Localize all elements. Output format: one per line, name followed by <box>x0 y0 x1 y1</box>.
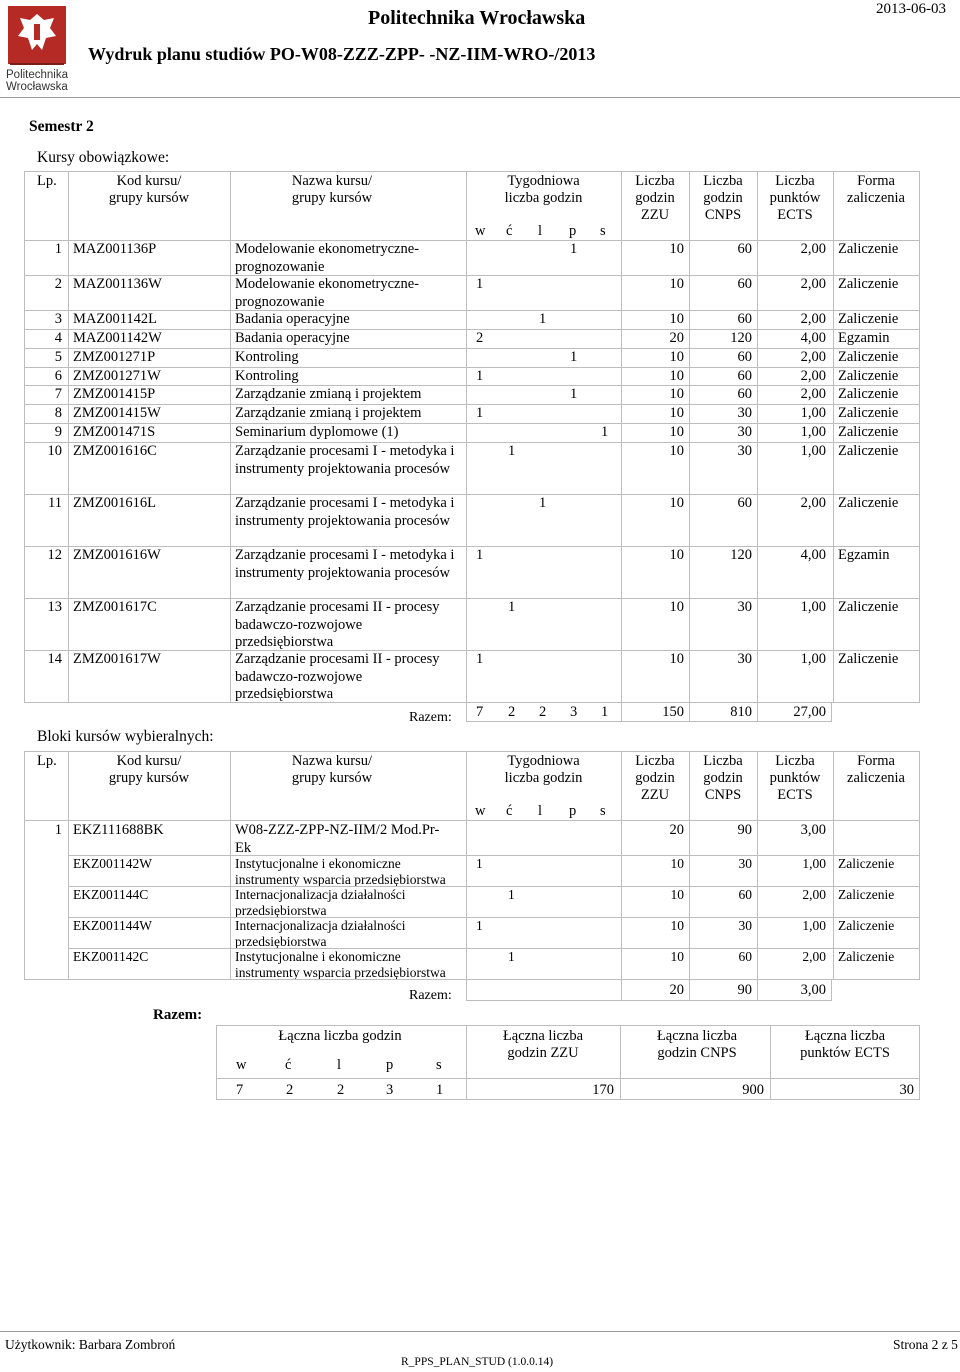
block-zzu: 20 <box>669 822 684 838</box>
zzu-hours: 10 <box>670 856 684 871</box>
zzu-hours: 10 <box>669 599 684 615</box>
el-header-l: l <box>538 803 543 819</box>
el-header-lp: Lp. <box>37 753 57 769</box>
summary-header-w: w <box>236 1057 247 1073</box>
grid-line <box>216 1078 920 1079</box>
hours-w: 1 <box>476 276 484 292</box>
ects-points: 1,00 <box>800 599 826 615</box>
course-code: ZMZ001616W <box>73 547 161 563</box>
ects-points: 1,00 <box>800 443 826 459</box>
header-zzu-1: Liczba <box>635 173 675 189</box>
zzu-hours: 10 <box>669 386 684 402</box>
grid-line <box>621 702 622 722</box>
header-form-1: Forma <box>857 173 895 189</box>
ects-points: 2,00 <box>800 386 826 402</box>
summary-ects-header-1: Łączna liczba <box>804 1028 886 1044</box>
course-code: MAZ001142W <box>73 330 162 346</box>
summary-w: 7 <box>236 1082 244 1098</box>
summary-cnps-header-1: Łączna liczba <box>656 1028 738 1044</box>
header-ects-3: ECTS <box>777 207 813 223</box>
row-lp: 9 <box>54 424 62 440</box>
grid-line <box>68 948 920 949</box>
course-code: ZMZ001617C <box>73 599 157 615</box>
elective-total-ects: 3,00 <box>800 982 826 998</box>
hours-w: 1 <box>476 368 484 384</box>
row-lp: 3 <box>54 311 62 327</box>
ects-points: 4,00 <box>800 330 826 346</box>
hours-s: 1 <box>601 424 609 440</box>
elective-total-label: Razem: <box>409 988 452 1003</box>
header-zzu-2: godzin <box>635 190 675 206</box>
course-name: Internacjonalizacja działalności przedsiębiorstwa <box>235 918 406 949</box>
assessment-form: Zaliczenie <box>838 599 899 615</box>
total-p: 3 <box>570 704 578 720</box>
el-header-c: ć <box>506 803 513 819</box>
semester-title: Semestr 2 <box>29 118 94 135</box>
footer-user: Użytkownik: Barbara Zombroń <box>5 1337 176 1352</box>
grid-line <box>919 751 920 979</box>
el-header-code: Kod kursu/ <box>116 753 182 769</box>
course-code: MAZ001142L <box>73 311 158 327</box>
el-header-zzu-3: ZZU <box>640 787 670 803</box>
el-header-cnps-2: godzin <box>703 770 743 786</box>
cnps-hours: 30 <box>738 918 752 933</box>
hours-c: 1 <box>508 949 515 964</box>
course-code: EKZ001144W <box>73 918 152 933</box>
el-header-cnps-3: CNPS <box>704 787 742 803</box>
row-lp: 14 <box>47 651 62 667</box>
block-code: EKZ111688BK <box>73 822 164 838</box>
grid-line <box>466 171 467 702</box>
grid-line <box>24 310 920 311</box>
cnps-hours: 60 <box>737 311 752 327</box>
grid-line <box>24 820 920 821</box>
course-code: ZMZ001415P <box>73 386 156 402</box>
total-ects: 27,00 <box>793 704 826 720</box>
footer-report-id: R_PPS_PLAN_STUD (1.0.0.14) <box>401 1356 554 1368</box>
row-lp: 10 <box>47 443 62 459</box>
el-header-name: Nazwa kursu/ <box>291 753 373 769</box>
ects-points: 1,00 <box>802 856 826 871</box>
header-w: w <box>475 223 486 239</box>
grid-line <box>24 385 920 386</box>
grid-line <box>24 751 25 979</box>
grid-line <box>757 979 758 1000</box>
header-code: Kod kursu/ <box>116 173 182 189</box>
summary-ects: 30 <box>899 1082 914 1098</box>
grid-line <box>919 1025 920 1099</box>
header-lp: Lp. <box>37 173 57 189</box>
course-code: ZMZ001415W <box>73 405 161 421</box>
course-code: MAZ001136W <box>73 276 162 292</box>
zzu-hours: 10 <box>669 424 684 440</box>
grid-line <box>757 751 758 979</box>
total-zzu: 150 <box>662 704 684 720</box>
el-header-s: s <box>600 803 606 819</box>
zzu-hours: 10 <box>670 887 684 902</box>
zzu-hours: 10 <box>669 368 684 384</box>
print-date: 2013-06-03 <box>876 1 946 17</box>
assessment-form: Zaliczenie <box>838 405 899 421</box>
grid-line <box>689 751 690 979</box>
assessment-form: Zaliczenie <box>838 887 895 902</box>
grid-line <box>621 751 622 979</box>
hours-c: 1 <box>508 599 516 615</box>
grid-line <box>24 367 920 368</box>
hours-w: 1 <box>476 651 484 667</box>
course-code: EKZ001142C <box>73 949 149 964</box>
course-name: Kontroling <box>235 368 299 384</box>
zzu-hours: 10 <box>669 651 684 667</box>
grid-line <box>689 702 690 722</box>
summary-cnps-header-2: godzin CNPS <box>657 1045 737 1061</box>
grid-line <box>68 917 920 918</box>
hours-p: 1 <box>570 349 578 365</box>
summary-header-c: ć <box>285 1057 292 1073</box>
row-lp: 13 <box>47 599 62 615</box>
zzu-hours: 10 <box>669 241 684 257</box>
block-cnps: 90 <box>737 822 752 838</box>
summary-label: Razem: <box>153 1007 203 1023</box>
row-lp: 5 <box>54 349 62 365</box>
header-zzu-3: ZZU <box>640 207 670 223</box>
hours-w: 1 <box>476 918 483 933</box>
el-header-ects-2: punktów <box>769 770 821 786</box>
el-header-name-2: grupy kursów <box>291 770 373 786</box>
summary-hours-header: Łączna liczba godzin <box>278 1028 402 1044</box>
hours-l: 1 <box>539 495 547 511</box>
assessment-form: Zaliczenie <box>838 443 899 459</box>
header-p: p <box>569 223 577 239</box>
assessment-form: Egzamin <box>838 330 890 346</box>
ects-points: 4,00 <box>800 547 826 563</box>
ects-points: 2,00 <box>800 495 826 511</box>
total-l: 2 <box>539 704 547 720</box>
assessment-form: Zaliczenie <box>838 241 899 257</box>
header-cnps-3: CNPS <box>704 207 742 223</box>
assessment-form: Zaliczenie <box>838 424 899 440</box>
grid-line <box>689 171 690 702</box>
hours-l: 1 <box>539 311 547 327</box>
header-code-2: grupy kursów <box>108 190 190 206</box>
ects-points: 1,00 <box>800 405 826 421</box>
header-ects-1: Liczba <box>775 173 815 189</box>
grid-line <box>68 886 920 887</box>
grid-line <box>24 546 920 547</box>
total-s: 1 <box>601 704 609 720</box>
grid-line <box>621 171 622 702</box>
course-name: Zarządzanie zmianą i projektem <box>235 386 422 402</box>
grid-line <box>24 423 920 424</box>
ects-points: 2,00 <box>800 241 826 257</box>
grid-line <box>24 275 920 276</box>
assessment-form: Zaliczenie <box>838 386 899 402</box>
course-name: Instytucjonalne i ekonomiczne instrumenty wsparcia przedsiębiorstwa <box>235 856 446 887</box>
zzu-hours: 10 <box>669 547 684 563</box>
hours-w: 1 <box>476 405 484 421</box>
grid-line <box>24 240 920 241</box>
el-header-weekly: Tygodniowa <box>507 753 580 769</box>
grid-line <box>24 171 25 702</box>
summary-zzu-header-1: Łączna liczba <box>502 1028 584 1044</box>
grid-line <box>833 751 834 979</box>
header-name: Nazwa kursu/ <box>291 173 373 189</box>
el-header-form-2: zaliczenia <box>847 770 905 786</box>
grid-line <box>24 702 920 703</box>
cnps-hours: 30 <box>737 651 752 667</box>
el-header-zzu-2: godzin <box>635 770 675 786</box>
header-form-2: zaliczenia <box>847 190 905 206</box>
grid-line <box>68 171 69 702</box>
row-lp: 11 <box>48 495 62 511</box>
zzu-hours: 10 <box>669 349 684 365</box>
el-header-p: p <box>569 803 577 819</box>
el-header-ects-3: ECTS <box>777 787 813 803</box>
grid-line <box>831 979 832 1000</box>
row-lp: 8 <box>54 405 62 421</box>
grid-line <box>757 171 758 702</box>
course-code: ZMZ001616L <box>73 495 156 511</box>
total-cnps: 810 <box>730 704 752 720</box>
ects-points: 2,00 <box>800 368 826 384</box>
grid-line <box>757 702 758 722</box>
zzu-hours: 10 <box>669 311 684 327</box>
grid-line <box>68 855 920 856</box>
summary-cnps: 900 <box>742 1082 764 1098</box>
mandatory-total-label: Razem: <box>409 710 452 725</box>
hours-w: 1 <box>476 547 484 563</box>
grid-line <box>620 1025 621 1099</box>
el-header-form-1: Forma <box>857 753 895 769</box>
course-name: Zarządzanie procesami I - metodyka i instrumenty projektowania procesów <box>235 547 455 581</box>
course-name: Modelowanie ekonometryczne-prognozowanie <box>235 241 419 275</box>
cnps-hours: 60 <box>737 241 752 257</box>
zzu-hours: 20 <box>669 330 684 346</box>
header-s: s <box>600 223 606 239</box>
ects-points: 1,00 <box>800 651 826 667</box>
assessment-form: Zaliczenie <box>838 276 899 292</box>
course-name: Zarządzanie procesami I - metodyka i instrumenty projektowania procesów <box>235 495 455 529</box>
summary-ects-header-2: punktów ECTS <box>800 1045 890 1061</box>
course-code: MAZ001136P <box>73 241 157 257</box>
hours-p: 1 <box>570 386 578 402</box>
el-header-code-2: grupy kursów <box>108 770 190 786</box>
institution-name: Politechnika Wrocławska <box>368 7 586 29</box>
block-name: W08-ZZZ-ZPP-NZ-IIM/2 Mod.Pr-Ek <box>235 822 440 856</box>
grid-line <box>24 329 920 330</box>
course-code: ZMZ001271W <box>73 368 161 384</box>
cnps-hours: 60 <box>738 887 752 902</box>
cnps-hours: 60 <box>737 276 752 292</box>
zzu-hours: 10 <box>669 443 684 459</box>
grid-line <box>24 348 920 349</box>
elective-total-zzu: 20 <box>669 982 684 998</box>
grid-line <box>24 650 920 651</box>
mandatory-courses-label: Kursy obowiązkowe: <box>37 149 170 166</box>
grid-line <box>833 171 834 702</box>
summary-zzu: 170 <box>592 1082 614 1098</box>
grid-line <box>466 979 467 1000</box>
assessment-form: Zaliczenie <box>838 349 899 365</box>
course-name: Badania operacyjne <box>235 311 350 327</box>
course-name: Modelowanie ekonometryczne-prognozowanie <box>235 276 419 310</box>
row-lp: 12 <box>47 547 62 563</box>
summary-c: 2 <box>286 1082 294 1098</box>
summary-header-s: s <box>436 1057 442 1073</box>
total-c: 2 <box>508 704 516 720</box>
grid-line <box>24 442 920 443</box>
zzu-hours: 10 <box>669 276 684 292</box>
header-name-2: grupy kursów <box>291 190 373 206</box>
summary-s: 1 <box>436 1082 444 1098</box>
total-w: 7 <box>476 704 484 720</box>
cnps-hours: 30 <box>738 856 752 871</box>
grid-line <box>466 721 832 722</box>
el-header-cnps-1: Liczba <box>703 753 743 769</box>
summary-header-l: l <box>337 1057 342 1073</box>
ects-points: 1,00 <box>802 918 826 933</box>
cnps-hours: 60 <box>737 349 752 365</box>
grid-line <box>466 1000 832 1001</box>
ects-points: 2,00 <box>800 349 826 365</box>
hours-w: 2 <box>476 330 484 346</box>
elective-blocks-label: Bloki kursów wybieralnych: <box>37 728 214 745</box>
course-name: Badania operacyjne <box>235 330 350 346</box>
assessment-form: Zaliczenie <box>838 918 895 933</box>
grid-line <box>689 979 690 1000</box>
course-name: Zarządzanie procesami I - metodyka i instrumenty projektowania procesów <box>235 443 455 477</box>
grid-line <box>24 598 920 599</box>
row-lp: 4 <box>54 330 62 346</box>
header-ects-2: punktów <box>769 190 821 206</box>
header-weekly: Tygodniowa <box>507 173 580 189</box>
assessment-form: Zaliczenie <box>838 368 899 384</box>
grid-line <box>24 171 920 172</box>
grid-line <box>466 702 467 722</box>
zzu-hours: 10 <box>669 495 684 511</box>
assessment-form: Zaliczenie <box>838 949 895 964</box>
assessment-form: Egzamin <box>838 547 890 563</box>
cnps-hours: 30 <box>737 424 752 440</box>
elective-total-cnps: 90 <box>737 982 752 998</box>
el-header-zzu-1: Liczba <box>635 753 675 769</box>
course-name: Zarządzanie procesami II - procesy badawczo-rozwojowe przedsiębiorstwa <box>235 651 440 702</box>
zzu-hours: 10 <box>670 949 684 964</box>
hours-c: 1 <box>508 887 515 902</box>
grid-line <box>621 979 622 1000</box>
cnps-hours: 60 <box>737 495 752 511</box>
summary-zzu-header-2: godzin ZZU <box>507 1045 579 1061</box>
cnps-hours: 60 <box>737 386 752 402</box>
course-name: Zarządzanie procesami II - procesy badawczo-rozwojowe przedsiębiorstwa <box>235 599 440 650</box>
course-code: ZMZ001617W <box>73 651 161 667</box>
summary-p: 3 <box>386 1082 394 1098</box>
el-header-w: w <box>475 803 486 819</box>
ects-points: 1,00 <box>800 424 826 440</box>
row-lp: 1 <box>54 241 62 257</box>
header-l: l <box>538 223 543 239</box>
el-header-weekly-2: liczba godzin <box>504 770 583 786</box>
course-code: EKZ001142W <box>73 856 152 871</box>
course-name: Zarządzanie zmianą i projektem <box>235 405 422 421</box>
course-code: ZMZ001471S <box>73 424 156 440</box>
course-name: Internacjonalizacja działalności przedsiębiorstwa <box>235 887 406 918</box>
row-lp: 2 <box>54 276 62 292</box>
hours-c: 1 <box>508 443 516 459</box>
hours-w: 1 <box>476 856 483 871</box>
grid-line <box>24 494 920 495</box>
block-ects: 3,00 <box>800 822 826 838</box>
block-lp: 1 <box>54 822 62 838</box>
cnps-hours: 60 <box>738 949 752 964</box>
grid-line <box>24 751 920 752</box>
summary-header-p: p <box>386 1057 394 1073</box>
grid-line <box>216 1025 217 1099</box>
footer-page-number: Strona 2 z 5 <box>893 1337 958 1352</box>
document-title: Wydruk planu studiów PO-W08-ZZZ-ZPP- -NZ-IIM-WRO-/2013 <box>88 44 596 64</box>
grid-line <box>831 702 832 722</box>
course-name: Seminarium dyplomowe (1) <box>235 424 399 440</box>
grid-line <box>216 1099 920 1100</box>
grid-line <box>216 1025 920 1026</box>
grid-line <box>68 751 69 979</box>
assessment-form: Zaliczenie <box>838 651 899 667</box>
course-name: Instytucjonalne i ekonomiczne instrumenty wsparcia przedsiębiorstwa <box>235 949 446 980</box>
assessment-form: Zaliczenie <box>838 495 899 511</box>
ects-points: 2,00 <box>802 887 826 902</box>
zzu-hours: 10 <box>669 405 684 421</box>
header-c: ć <box>506 223 513 239</box>
grid-line <box>24 404 920 405</box>
cnps-hours: 120 <box>730 330 752 346</box>
assessment-form: Zaliczenie <box>838 856 895 871</box>
logo-text-line2: Wrocławska <box>6 81 68 93</box>
course-code: EKZ001144C <box>73 887 149 902</box>
cnps-hours: 60 <box>737 368 752 384</box>
assessment-form: Zaliczenie <box>838 311 899 327</box>
course-code: ZMZ001616C <box>73 443 157 459</box>
grid-line <box>230 171 231 702</box>
grid-line <box>24 979 920 980</box>
ects-points: 2,00 <box>800 276 826 292</box>
row-lp: 6 <box>54 368 62 384</box>
grid-line <box>230 751 231 979</box>
ects-points: 2,00 <box>800 311 826 327</box>
course-name: Kontroling <box>235 349 299 365</box>
row-lp: 7 <box>54 386 62 402</box>
el-header-ects-1: Liczba <box>775 753 815 769</box>
grid-line <box>466 751 467 979</box>
hours-p: 1 <box>570 241 578 257</box>
logo-text-line1: Politechnika <box>6 69 69 81</box>
header-cnps-2: godzin <box>703 190 743 206</box>
cnps-hours: 120 <box>730 547 752 563</box>
course-code: ZMZ001271P <box>73 349 156 365</box>
header-weekly-2: liczba godzin <box>504 190 583 206</box>
cnps-hours: 30 <box>737 405 752 421</box>
cnps-hours: 30 <box>737 443 752 459</box>
summary-l: 2 <box>337 1082 345 1098</box>
grid-line <box>770 1025 771 1099</box>
ects-points: 2,00 <box>802 949 826 964</box>
zzu-hours: 10 <box>670 918 684 933</box>
header-cnps-1: Liczba <box>703 173 743 189</box>
grid-line <box>466 1025 467 1099</box>
cnps-hours: 30 <box>737 599 752 615</box>
grid-line <box>919 171 920 702</box>
